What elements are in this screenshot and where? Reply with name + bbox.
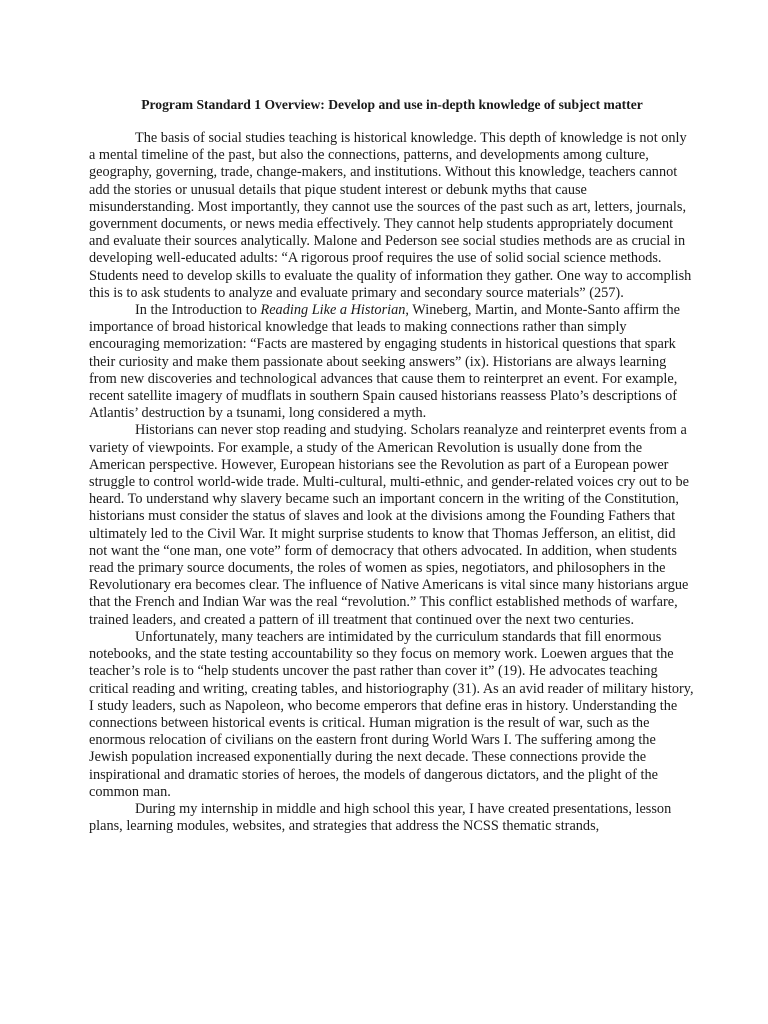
paragraph-text: Unfortunately, many teachers are intimidated by the curriculum standards that fill enormous notebooks, and the state testing accountability so they focus on memory work. Loewen argues that the teacher’s role is to “help students uncover the past rather than cover it” (19). He advocates teaching critical reading and writing, creating tables, and historiography (31). As an avid reader of military history, I study leaders, such as Napoleon, who become emperors that define eras in history. Understanding the connections between historical events is critical. Human migration is the result of war, such as the enormous relocation of civilians on the eastern front during World Wars I. The suffering among the Jewish population increased exponentially during the next decade. These connections provide the inspirational and dramatic stories of heroes, the models of dangerous dictators, and the plight of the common man.: [89, 628, 694, 800]
paragraph-text: During my internship in middle and high school this year, I have created presentations, lesson plans, learning modules, websites, and strategies that address the NCSS thematic strands,: [89, 800, 672, 835]
body-paragraph: [89, 302, 695, 422]
body-paragraph: [89, 130, 695, 302]
body-paragraph: [89, 422, 695, 628]
document-title: Program Standard 1 Overview: Develop and use in-depth knowledge of subject matter: [141, 97, 643, 112]
paragraph-text: The basis of social studies teaching is historical knowledge. This depth of knowledge is not only a mental timeline of the past, but also the connections, patterns, and developments among culture, geography, governing, trade, change-makers, and institutions. Without this knowledge, teachers cannot add the stories or unusual details that pique student interest or debunk myths that cause misunderstanding. Most importantly, they cannot use the sources of the past such as art, letters, journals, government documents, or news media effectively. They cannot help students appropriately document and evaluate their sources analytically. Malone and Pederson see social studies methods are as crucial in developing well-educated adults: “A rigorous proof requires the use of solid social science methods. Students need to develop skills to evaluate the quality of information they gather. One way to accomplish this is to ask students to analyze and evaluate primary and secondary source materials” (257).: [89, 130, 692, 301]
document-body: [89, 130, 695, 835]
paragraph-text: Historians can never stop reading and studying. Scholars reanalyze and reinterpret events from a variety of viewpoints. For example, a study of the American Revolution is usually done from the American perspective. However, European historians see the Revolution as part of a European power struggle to control world-wide trade. Multi-cultural, multi-ethnic, and gender-related voices cry out to be heard. To understand why slavery became such an important concern in the writing of the Constitution, historians must consider the status of slaves and look at the divisions among the Founding Fathers that ultimately led to the Civil War. It might surprise students to know that Thomas Jefferson, an elitist, did not want the “one man, one vote” form of democracy that others advocated. In addition, when students read the primary source documents, the roles of women as spies, negotiators, and philosophers in the Revolutionary era becomes clear. The influence of Native Americans is vital since many historians argue that the French and Indian War was the real “revolution.” This conflict established methods of warfare, trained leaders, and created a pattern of ill treatment that continued over the next two centuries.: [89, 422, 689, 628]
paragraph-text: , Wineberg, Martin, and Monte-Santo affirm the importance of broad historical knowledge that leads to making connections rather than simply encouraging memorization: “Facts are mastered by engaging students in historical questions that spark their curiosity and make them passionate about seeking answers” (ix). Historians are always learning from new discoveries and technological advances that cause them to reinterpret an event. For example, recent satellite imagery of mudflats in southern Spain caused historians reassess Plato’s descriptions of Atlantis’ destruction by a tsunami, long considered a myth.: [89, 302, 681, 422]
body-paragraph: [89, 801, 695, 835]
paragraph-text: In the Introduction to: [135, 302, 261, 319]
italic-title-text: Reading Like a Historian: [260, 302, 406, 319]
body-paragraph: [89, 629, 695, 801]
